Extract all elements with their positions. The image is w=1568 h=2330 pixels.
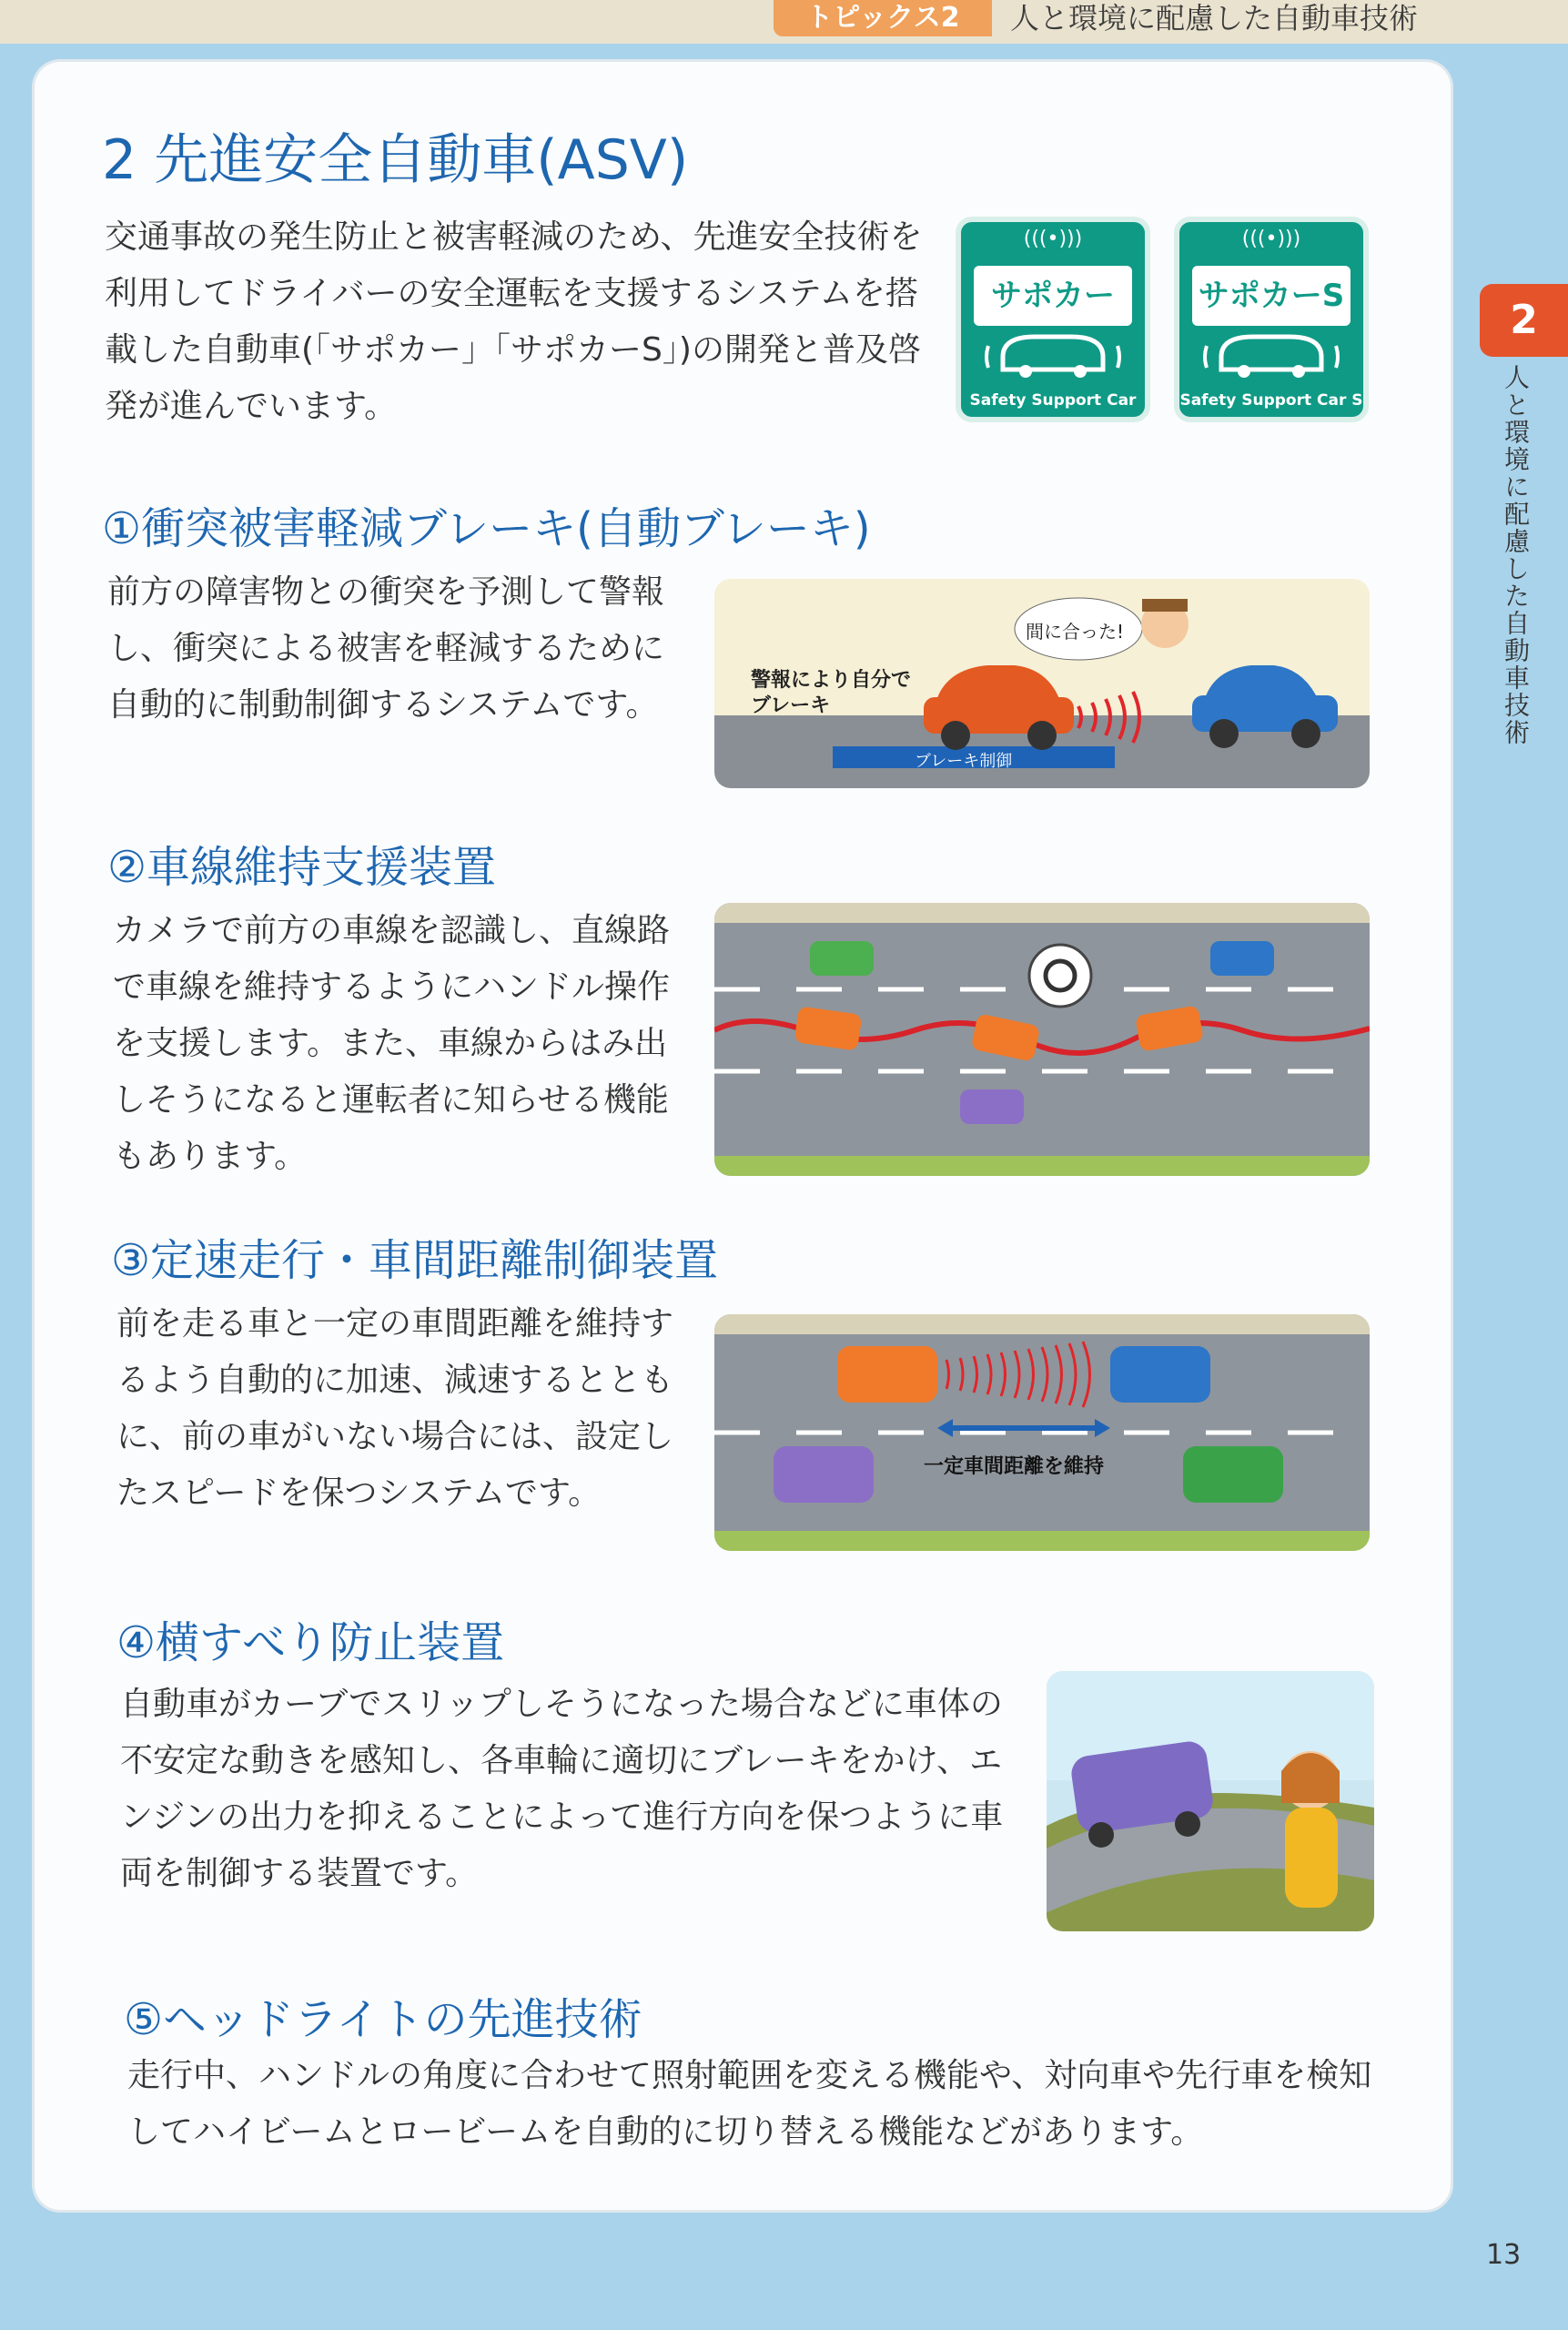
chapter-tab-number: 2 [1480, 284, 1568, 357]
page-number: 13 [1486, 2239, 1522, 2271]
car-icon [1203, 329, 1340, 384]
text-stability-control: 自動車がカーブでスリップしそうになった場合などに車体の不安定な動きを感知し、各車輪に適切にブレーキをかけ、エンジンの出力を抑えることによって進行方向を保つように車両を制御する装置です。 [120, 1686, 1004, 1892]
label-bubble: 間に合った! [1026, 621, 1125, 643]
label-brake-control: ブレーキ制御 [915, 752, 1013, 771]
label-distance: 一定車間距離を維持 [924, 1455, 1105, 1478]
steering-wheel-icon [1029, 945, 1091, 1007]
car-icon [985, 329, 1121, 384]
section-title: 2 先進安全自動車(ASV) [102, 128, 689, 192]
text-lane-keeping: カメラで前方の車線を認識し、直線路で車線を維持するようにハンドル操作を支援します。また、車線からはみ出しそうになると運転者に知らせる機能もあります。 [113, 912, 671, 1175]
heading-collision-brake: ①衝突被害軽減ブレーキ(自動ブレーキ) [102, 503, 871, 554]
text-collision-brake: 前方の障害物との衝突を予測して警報し、衝突による被害を軽減するために自動的に制動制御するシステムです。 [107, 573, 665, 724]
heading-adaptive-cruise: ③定速走行・車間距離制御装置 [111, 1235, 719, 1286]
heading-headlight: ⑤ヘッドライトの先進技術 [124, 1994, 642, 2045]
label-warning-brake: 警報により自分でブレーキ [751, 669, 912, 717]
signal-icon: (((•))) [1241, 228, 1301, 250]
illustration-adaptive-cruise [714, 1314, 1370, 1551]
heading-stability-control: ④横すべり防止装置 [116, 1617, 505, 1668]
logo-caption: Safety Support Car S [1179, 391, 1363, 410]
illustration-lane-keeping [714, 903, 1370, 1176]
logo-title: サポカーS [1192, 266, 1351, 326]
illustration-stability-control [1047, 1671, 1374, 1931]
page-header [0, 0, 1568, 44]
signal-icon: (((•))) [1023, 228, 1083, 250]
chapter-tab-label: 人と環境に配慮した自動車技術 [1501, 364, 1531, 746]
logo-title: サポカー [974, 266, 1132, 326]
text-headlight: 走行中、ハンドルの角度に合わせて照射範囲を変える機能や、対向車や先行車を検知してハイビームとロービームを自動的に切り替える機能などがあります。 [127, 2057, 1372, 2151]
topic-tab: トピックス2 [774, 0, 992, 36]
heading-lane-keeping: ②車線維持支援装置 [107, 842, 497, 893]
support-car-s-logo [1174, 217, 1369, 422]
section-intro: 交通事故の発生防止と被害軽減のため、先進安全技術を利用してドライバーの安全運転を支援するシステムを搭載した自動車(「サポカー」「サポカーS」)の開発と普及啓発が進んでいます。 [105, 218, 923, 425]
logo-caption: Safety Support Car [969, 391, 1137, 410]
illustration-collision-brake [714, 579, 1370, 788]
text-adaptive-cruise: 前を走る車と一定の車間距離を維持するよう自動的に加速、減速するとともに、前の車がいない場合には、設定したスピードを保つシステムです。 [116, 1305, 674, 1512]
support-car-logo [956, 217, 1150, 422]
topic-title: 人と環境に配慮した自動車技術 [1010, 1, 1419, 35]
